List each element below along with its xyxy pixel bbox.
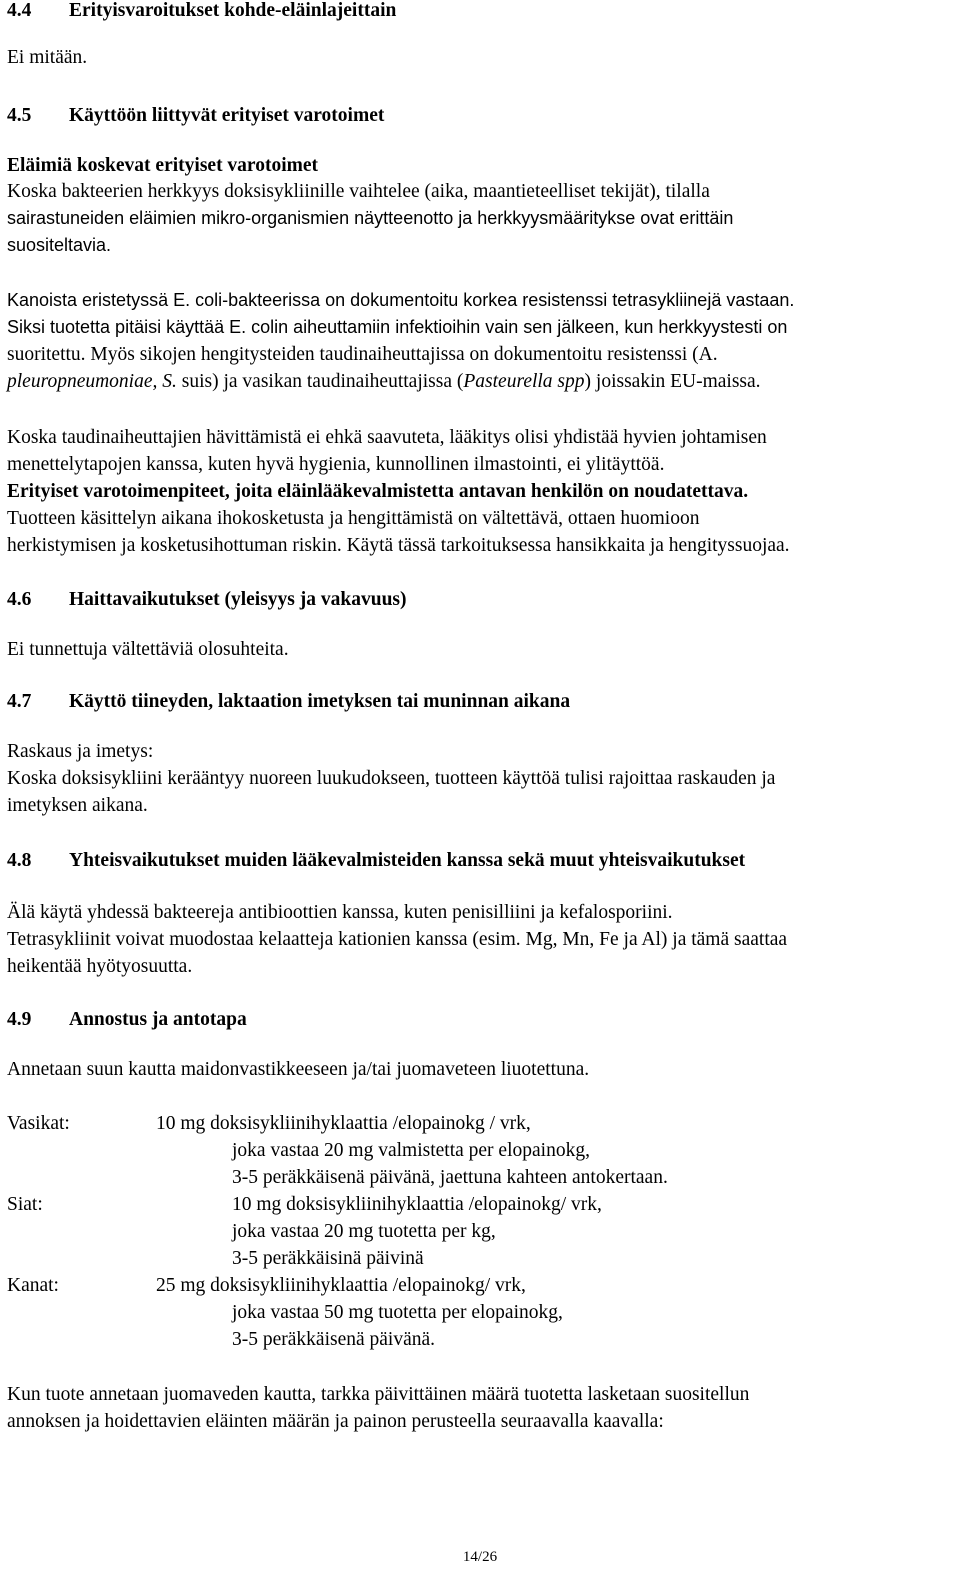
species-italic: pleuropneumoniae, S. (7, 371, 177, 392)
dosing-line: 3-5 peräkkäisenä päivänä. (232, 1329, 436, 1350)
dosing-animal-label: Vasikat: (7, 1113, 70, 1134)
section-4-5-p1-line: suositeltavia. (7, 235, 112, 255)
text-fragment: ) ja vasikan taudinaiheuttajissa ( (212, 371, 464, 392)
dosing-animal-label: Kanat: (7, 1275, 59, 1296)
section-heading-4-6: 4.6 Haittavaikutukset (yleisyys ja vakavuus) (7, 589, 407, 610)
dosing-line: 3-5 peräkkäisenä päivänä, jaettuna kahteen antokertaan. (232, 1167, 668, 1188)
section-4-9-intro: Annetaan suun kautta maidonvastikkeeseen ja/tai juomaveteen liuotettuna. (7, 1059, 590, 1080)
section-4-8-text-line: Tetrasykliinit voivat muodostaa kelaatteja kationien kanssa (esim. Mg, Mn, Fe ja Al) ja tämä saattaa (7, 929, 788, 950)
dosing-line: 10 mg doksisykliinihyklaattia /elopainokg/ vrk, (232, 1194, 602, 1215)
section-4-8-text-line: heikentää hyötyosuutta. (7, 956, 193, 977)
section-4-4-text: Ei mitään. (7, 47, 88, 68)
section-4-8-text-line: Älä käytä yhdessä bakteereja antibioottien kanssa, kuten penisilliini ja kefalosporiini. (7, 902, 673, 923)
section-4-5-subheading: Eläimiä koskevat erityiset varotoimet (7, 155, 319, 176)
section-4-5-p1-line: Koska bakteerien herkkyys doksisykliinille vaihtelee (aika, maantieteelliset tekijät), tilalla (7, 181, 710, 202)
page-number: 14/26 (462, 1549, 498, 1565)
section-4-5-p3-line: menettelytapojen kanssa, kuten hyvä hygienia, kunnollinen ilmastointi, ei ylitäyttöä. (7, 454, 665, 475)
section-heading-4-5: 4.5 Käyttöön liittyvät erityiset varotoimet (7, 105, 385, 126)
section-4-6-text: Ei tunnettuja vältettäviä olosuhteita. (7, 639, 289, 660)
dosing-animal-label: Siat: (7, 1194, 43, 1215)
section-4-5-p2-line (7, 368, 761, 395)
section-4-5-bold-line: Erityiset varotoimenpiteet, joita eläinlääkevalmistetta antavan henkilön on noudatettava. (7, 481, 749, 502)
section-4-5-p1-line: sairastuneiden eläimien mikro-organismien näytteenotto ja herkkyysmääritykse ovat erittäin (7, 208, 734, 228)
species-italic: Pasteurella spp (463, 371, 585, 392)
section-4-5-p4-line: Tuotteen käsittelyn aikana ihokosketusta ja hengittämistä on vältettävä, ottaen huomioon (7, 508, 700, 529)
dosing-line: joka vastaa 20 mg tuotetta per kg, (232, 1221, 496, 1242)
section-4-5-p2-line: Siksi tuotetta pitäisi käyttää E. colin aiheuttamiin infektioihin vain sen jälkeen, kun herkkyystesti on (7, 317, 788, 337)
dosing-line: 25 mg doksisykliinihyklaattia /elopainokg/ vrk, (156, 1275, 526, 1296)
dosing-line: joka vastaa 20 mg valmistetta per elopainokg, (232, 1140, 590, 1161)
section-4-5-p2-line: Kanoista eristetyssä E. coli-bakteerissa on dokumentoitu korkea resistenssi tetrasykliinejä vastaan. (7, 290, 795, 310)
section-4-7-text-line: Koska doksisykliini kerääntyy nuoreen luukudokseen, tuotteen käyttöä tulisi rajoittaa raskauden ja (7, 768, 776, 789)
species-suffix: suis (176, 371, 213, 392)
section-4-7-subheading: Raskaus ja imetys: (7, 741, 154, 762)
section-4-7-text-line: imetyksen aikana. (7, 795, 148, 816)
dosing-line: 10 mg doksisykliinihyklaattia /elopainokg / vrk, (156, 1113, 531, 1134)
section-4-9-outro-line: annoksen ja hoidettavien eläinten määrän ja painon perusteella seuraavalla kaavalla: (7, 1411, 664, 1432)
section-4-5-p3-line: Koska taudinaiheuttajien hävittämistä ei ehkä saavuteta, lääkitys olisi yhdistää hyvien johtamisen (7, 427, 767, 448)
section-4-9-outro-line: Kun tuote annetaan juomaveden kautta, tarkka päivittäinen määrä tuotetta lasketaan suositellun (7, 1384, 750, 1405)
dosing-line: 3-5 peräkkäisinä päivinä (232, 1248, 424, 1269)
section-heading-4-9: 4.9 Annostus ja antotapa (7, 1009, 247, 1030)
section-heading-4-7: 4.7 Käyttö tiineyden, laktaation imetyksen tai muninnan aikana (7, 691, 571, 712)
text-fragment: ) joissakin EU-maissa. (584, 371, 761, 392)
section-heading-4-4: 4.4 Erityisvaroitukset kohde-eläinlajeittain (7, 0, 397, 21)
dosing-line: joka vastaa 50 mg tuotetta per elopainokg, (232, 1302, 563, 1323)
section-4-5-p2-line: suoritettu. Myös sikojen hengitysteiden taudinaiheuttajissa on dokumentoitu resistenssi (A. (7, 344, 718, 365)
section-4-5-p4-line: herkistymisen ja kosketusihottuman riskin. Käytä tässä tarkoituksessa hansikkaita ja hengityssuojaa. (7, 535, 790, 556)
section-heading-4-8: 4.8 Yhteisvaikutukset muiden lääkevalmisteiden kanssa sekä muut yhteisvaikutukset (7, 850, 746, 871)
